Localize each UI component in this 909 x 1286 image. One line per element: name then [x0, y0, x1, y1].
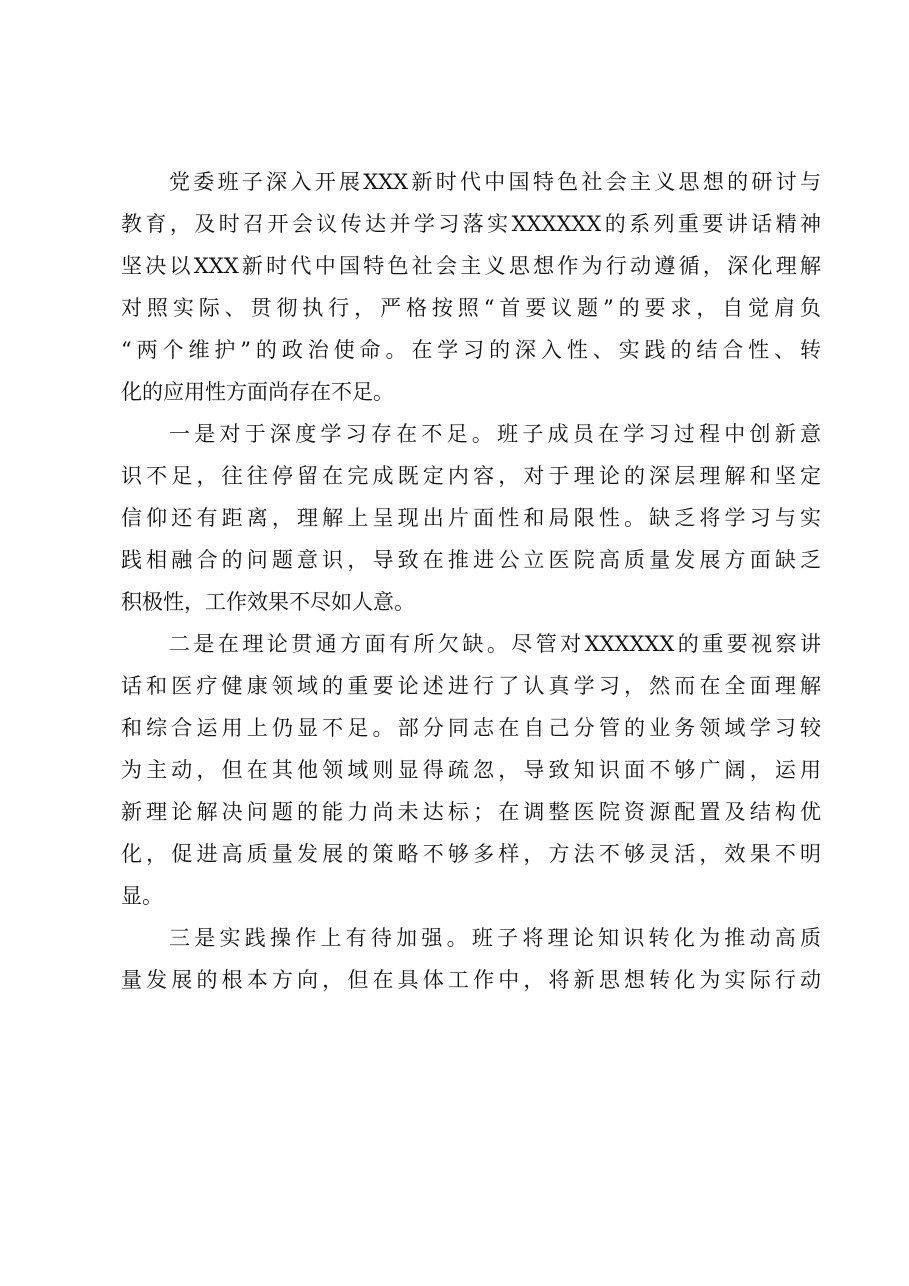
text-line: 积极性，工作效果不尽如人意。 [121, 590, 415, 614]
text-line: 对照实际、贯彻执行，严格按照“首要议题”的要求，自觉肩负 [121, 296, 821, 320]
text-line: 三是实践操作上有待加强。班子将理论知识转化为推动高质 [169, 926, 821, 950]
text-line: “两个维护”的政治使命。在学习的深入性、实践的结合性、转 [121, 338, 821, 362]
paragraph-1 [121, 161, 821, 413]
text-line: 和综合运用上仍显不足。部分同志在自己分管的业务领域学习较 [121, 716, 821, 740]
paragraph-4 [121, 917, 821, 1001]
text-line: 教育，及时召开会议传达并学习落实XXXXXX的系列重要讲话精神 [121, 212, 821, 236]
text-line: 一是对于深度学习存在不足。班子成员在学习过程中创新意 [169, 422, 821, 446]
text-line: 显。 [121, 884, 163, 908]
text-line: 量发展的根本方向，但在具体工作中，将新思想转化为实际行动 [121, 968, 821, 992]
text-line: 化，促进高质量发展的策略不够多样，方法不够灵活，效果不明 [121, 842, 821, 866]
text-line: 践相融合的问题意识，导致在推进公立医院高质量发展方面缺乏 [121, 548, 821, 572]
text-line: 二是在理论贯通方面有所欠缺。尽管对XXXXXX的重要视察讲 [169, 632, 821, 656]
text-line: 信仰还有距离，理解上呈现出片面性和局限性。缺乏将学习与实 [121, 506, 821, 530]
text-line: 话和医疗健康领域的重要论述进行了认真学习，然而在全面理解 [121, 674, 821, 698]
document-body [121, 161, 821, 1001]
text-line: 党委班子深入开展XXX新时代中国特色社会主义思想的研讨与 [169, 170, 821, 194]
text-line: 坚决以XXX新时代中国特色社会主义思想作为行动遵循，深化理解 [121, 254, 821, 278]
text-line: 为主动，但在其他领域则显得疏忽，导致知识面不够广阔，运用 [121, 758, 821, 782]
text-line: 新理论解决问题的能力尚未达标；在调整医院资源配置及结构优 [121, 800, 821, 824]
text-line: 识不足，往往停留在完成既定内容，对于理论的深层理解和坚定 [121, 464, 821, 488]
paragraph-3 [121, 623, 821, 917]
text-line: 化的应用性方面尚存在不足。 [121, 380, 394, 404]
paragraph-2 [121, 413, 821, 623]
